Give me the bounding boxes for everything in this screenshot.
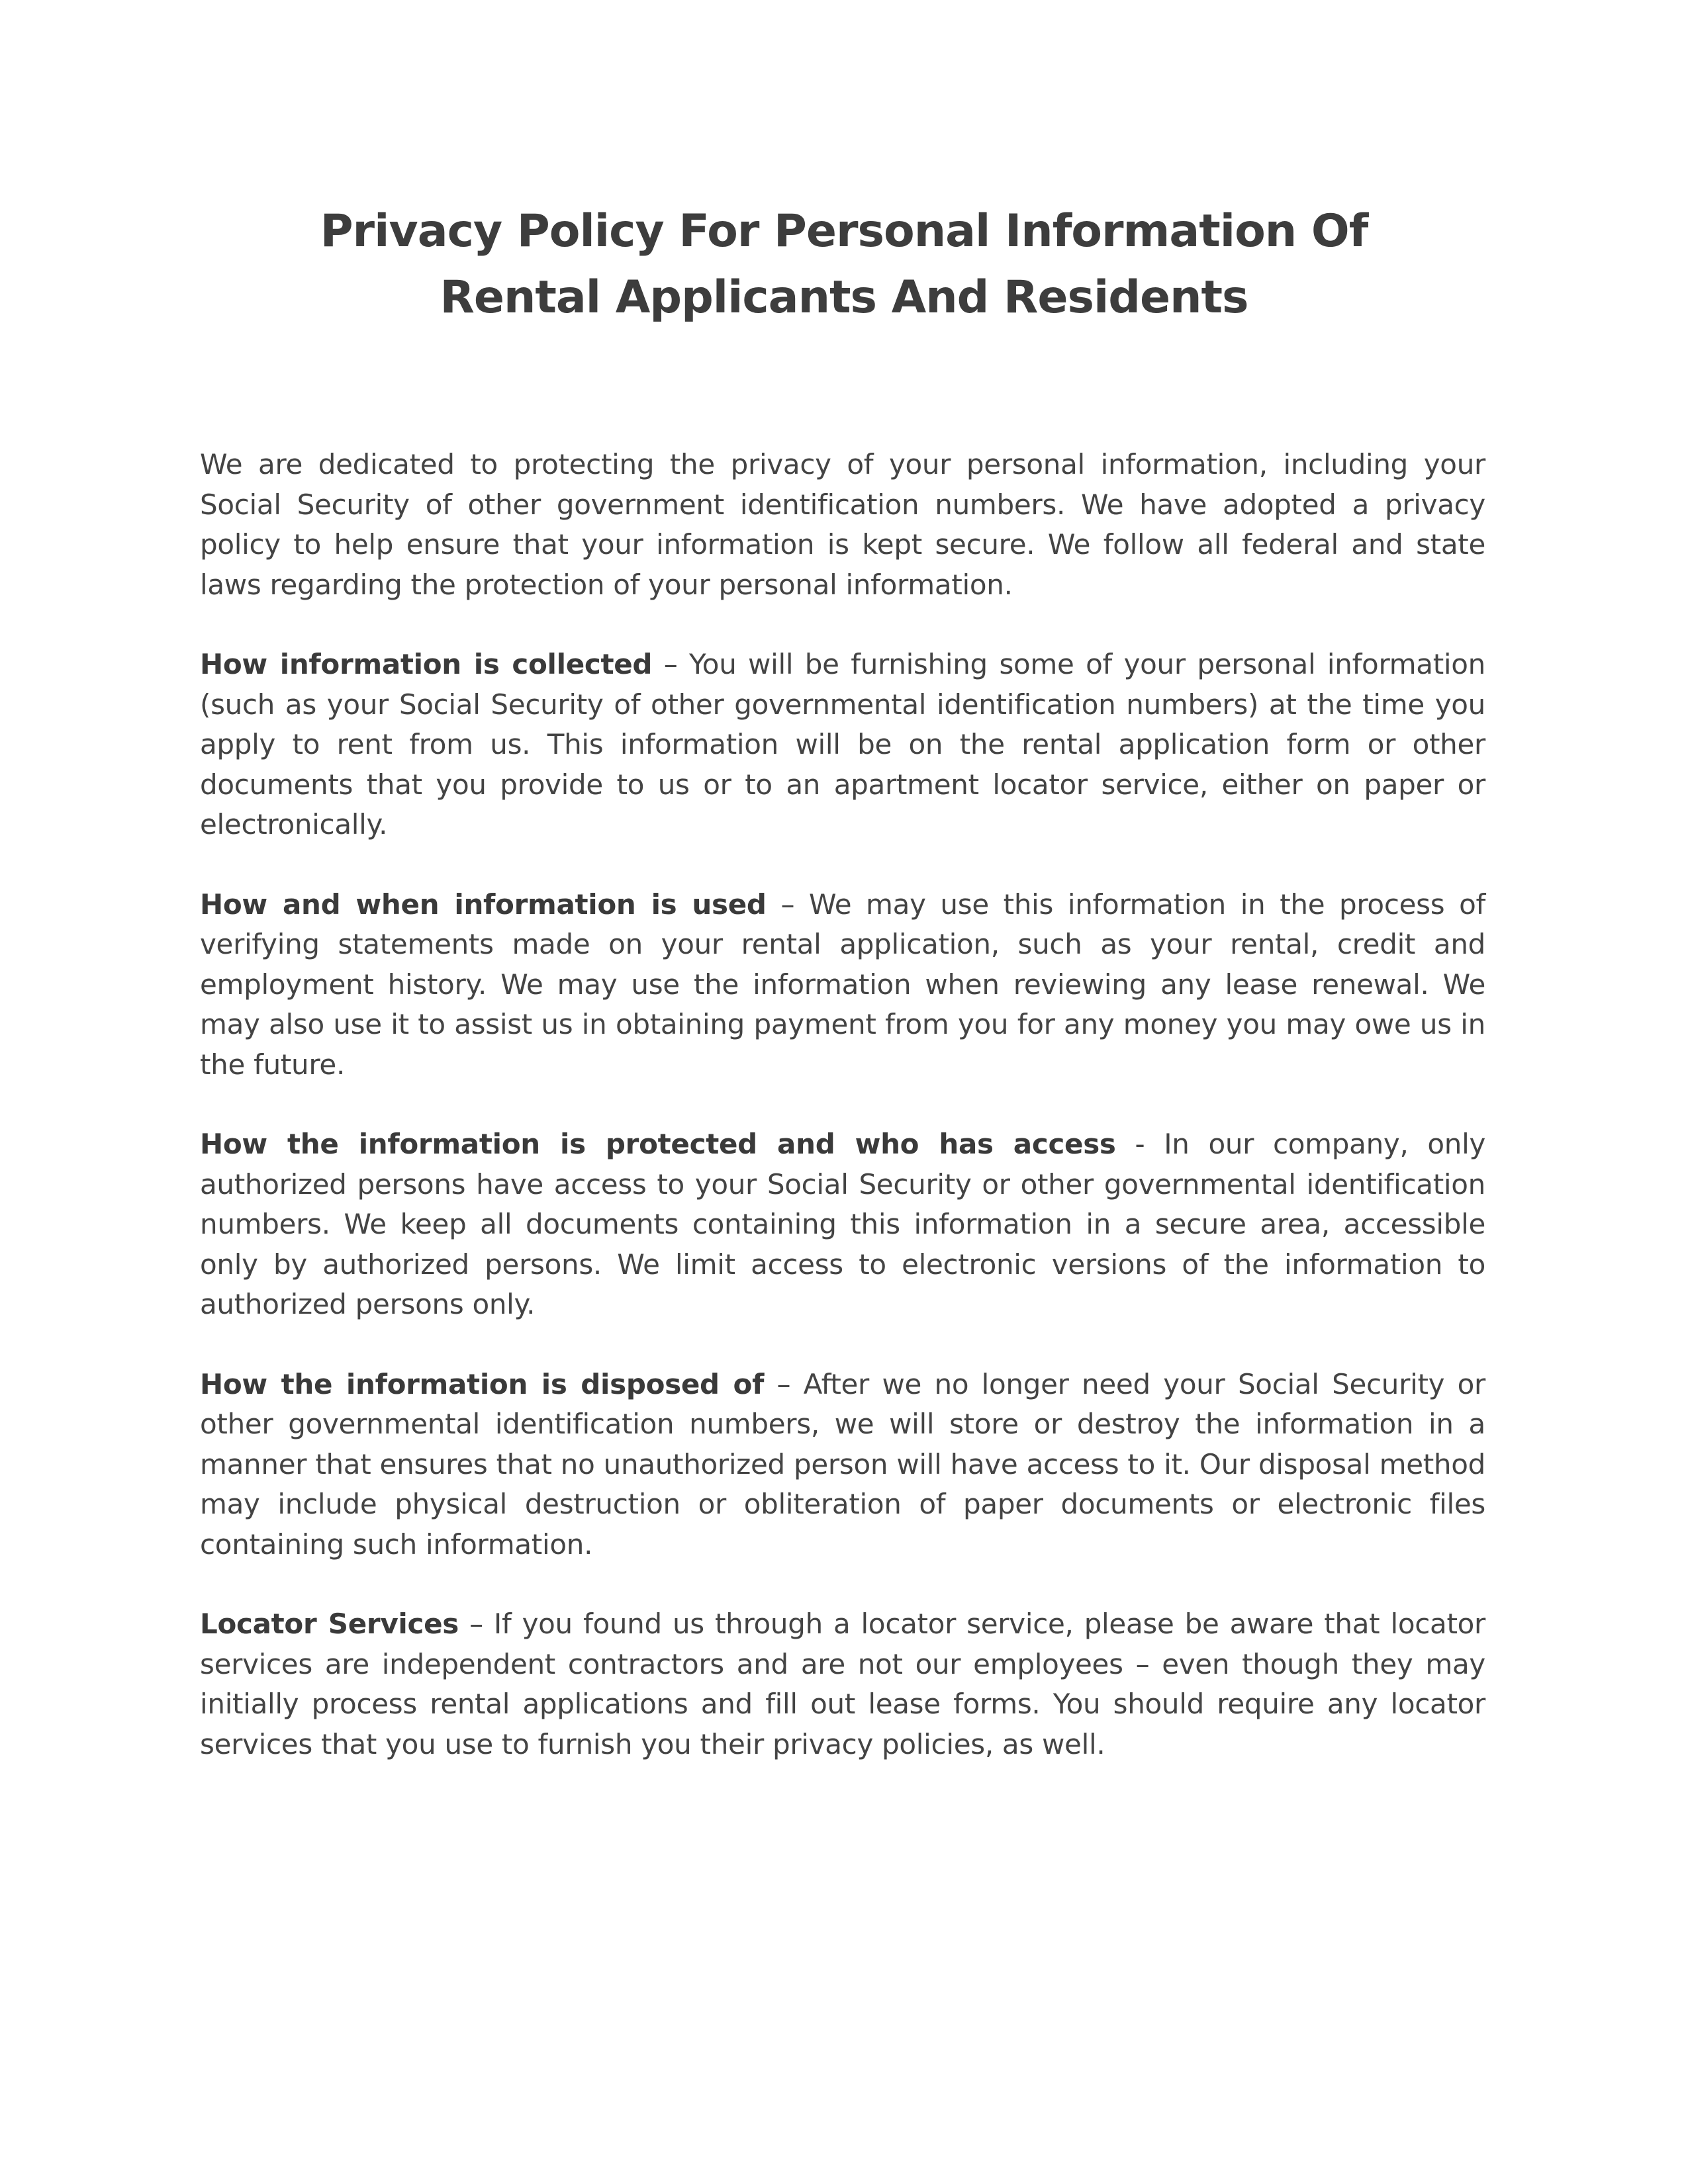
section-separator: – [766, 887, 809, 921]
section-heading: How and when information is used [200, 887, 767, 921]
section-heading: Locator Services [200, 1608, 459, 1640]
section-heading: How the information is protected and who has access [200, 1128, 1116, 1160]
section-separator: – [764, 1367, 804, 1400]
section-separator: – [652, 648, 690, 680]
section-heading: How information is collected [200, 648, 653, 680]
section-locator [200, 1604, 1485, 1764]
section-used [200, 885, 1485, 1085]
section-body: In our company, only authorized persons have access to your Social Security or other governmental identification numbers. We keep all documents containing this information in a secure area, accessible only by authorized persons. We limit access to electronic versions of the information to authorized persons only. [200, 1128, 1485, 1320]
section-body: If you found us through a locator service, please be aware that locator services are independent contractors and are not our employees – even though they may initially process rental applications and fill out lease forms. You should require any locator services that you use to furnish you their privacy policies, as well. [200, 1608, 1485, 1760]
section-collected [200, 645, 1485, 845]
section-protected [200, 1124, 1485, 1325]
section-body: You will be furnishing some of your personal information (such as your Social Security of other governmental identification numbers) at the time you apply to rent from us. This information will be on the rental application form or other documents that you provide to us or to an apartment locator service, either on paper or electronically. [200, 648, 1485, 841]
title-line-2: Rental Applicants And Residents [440, 271, 1248, 324]
section-separator: – [458, 1608, 494, 1640]
title-line-1: Privacy Policy For Personal Information Of [320, 205, 1368, 257]
section-heading: How the information is disposed of [200, 1367, 765, 1400]
section-body: After we no longer need your Social Security or other governmental identification numbers, we will store or destroy the information in a manner that ensures that no unauthorized person will have access to it. Our disposal method may include physical destruction or obliteration of paper documents or electronic files containing such information. [200, 1367, 1485, 1561]
intro-paragraph: We are dedicated to protecting the privacy of your personal information, including your Social Security of other government identification numbers. We have adopted a privacy policy to help ensure that your information is kept secure. We follow all federal and state laws regarding the protection of your personal information. [200, 448, 1485, 601]
section-separator: - [1115, 1128, 1164, 1160]
section-body: We may use this information in the process of verifying statements made on your rental application, such as your rental, credit and employment history. We may use the information when reviewing any lease renewal. We may also use it to assist us in obtaining payment from you for any money you may owe us in the future. [200, 887, 1485, 1081]
section-disposed [200, 1365, 1485, 1565]
page-title [199, 199, 1489, 331]
document-body [200, 445, 1485, 1804]
